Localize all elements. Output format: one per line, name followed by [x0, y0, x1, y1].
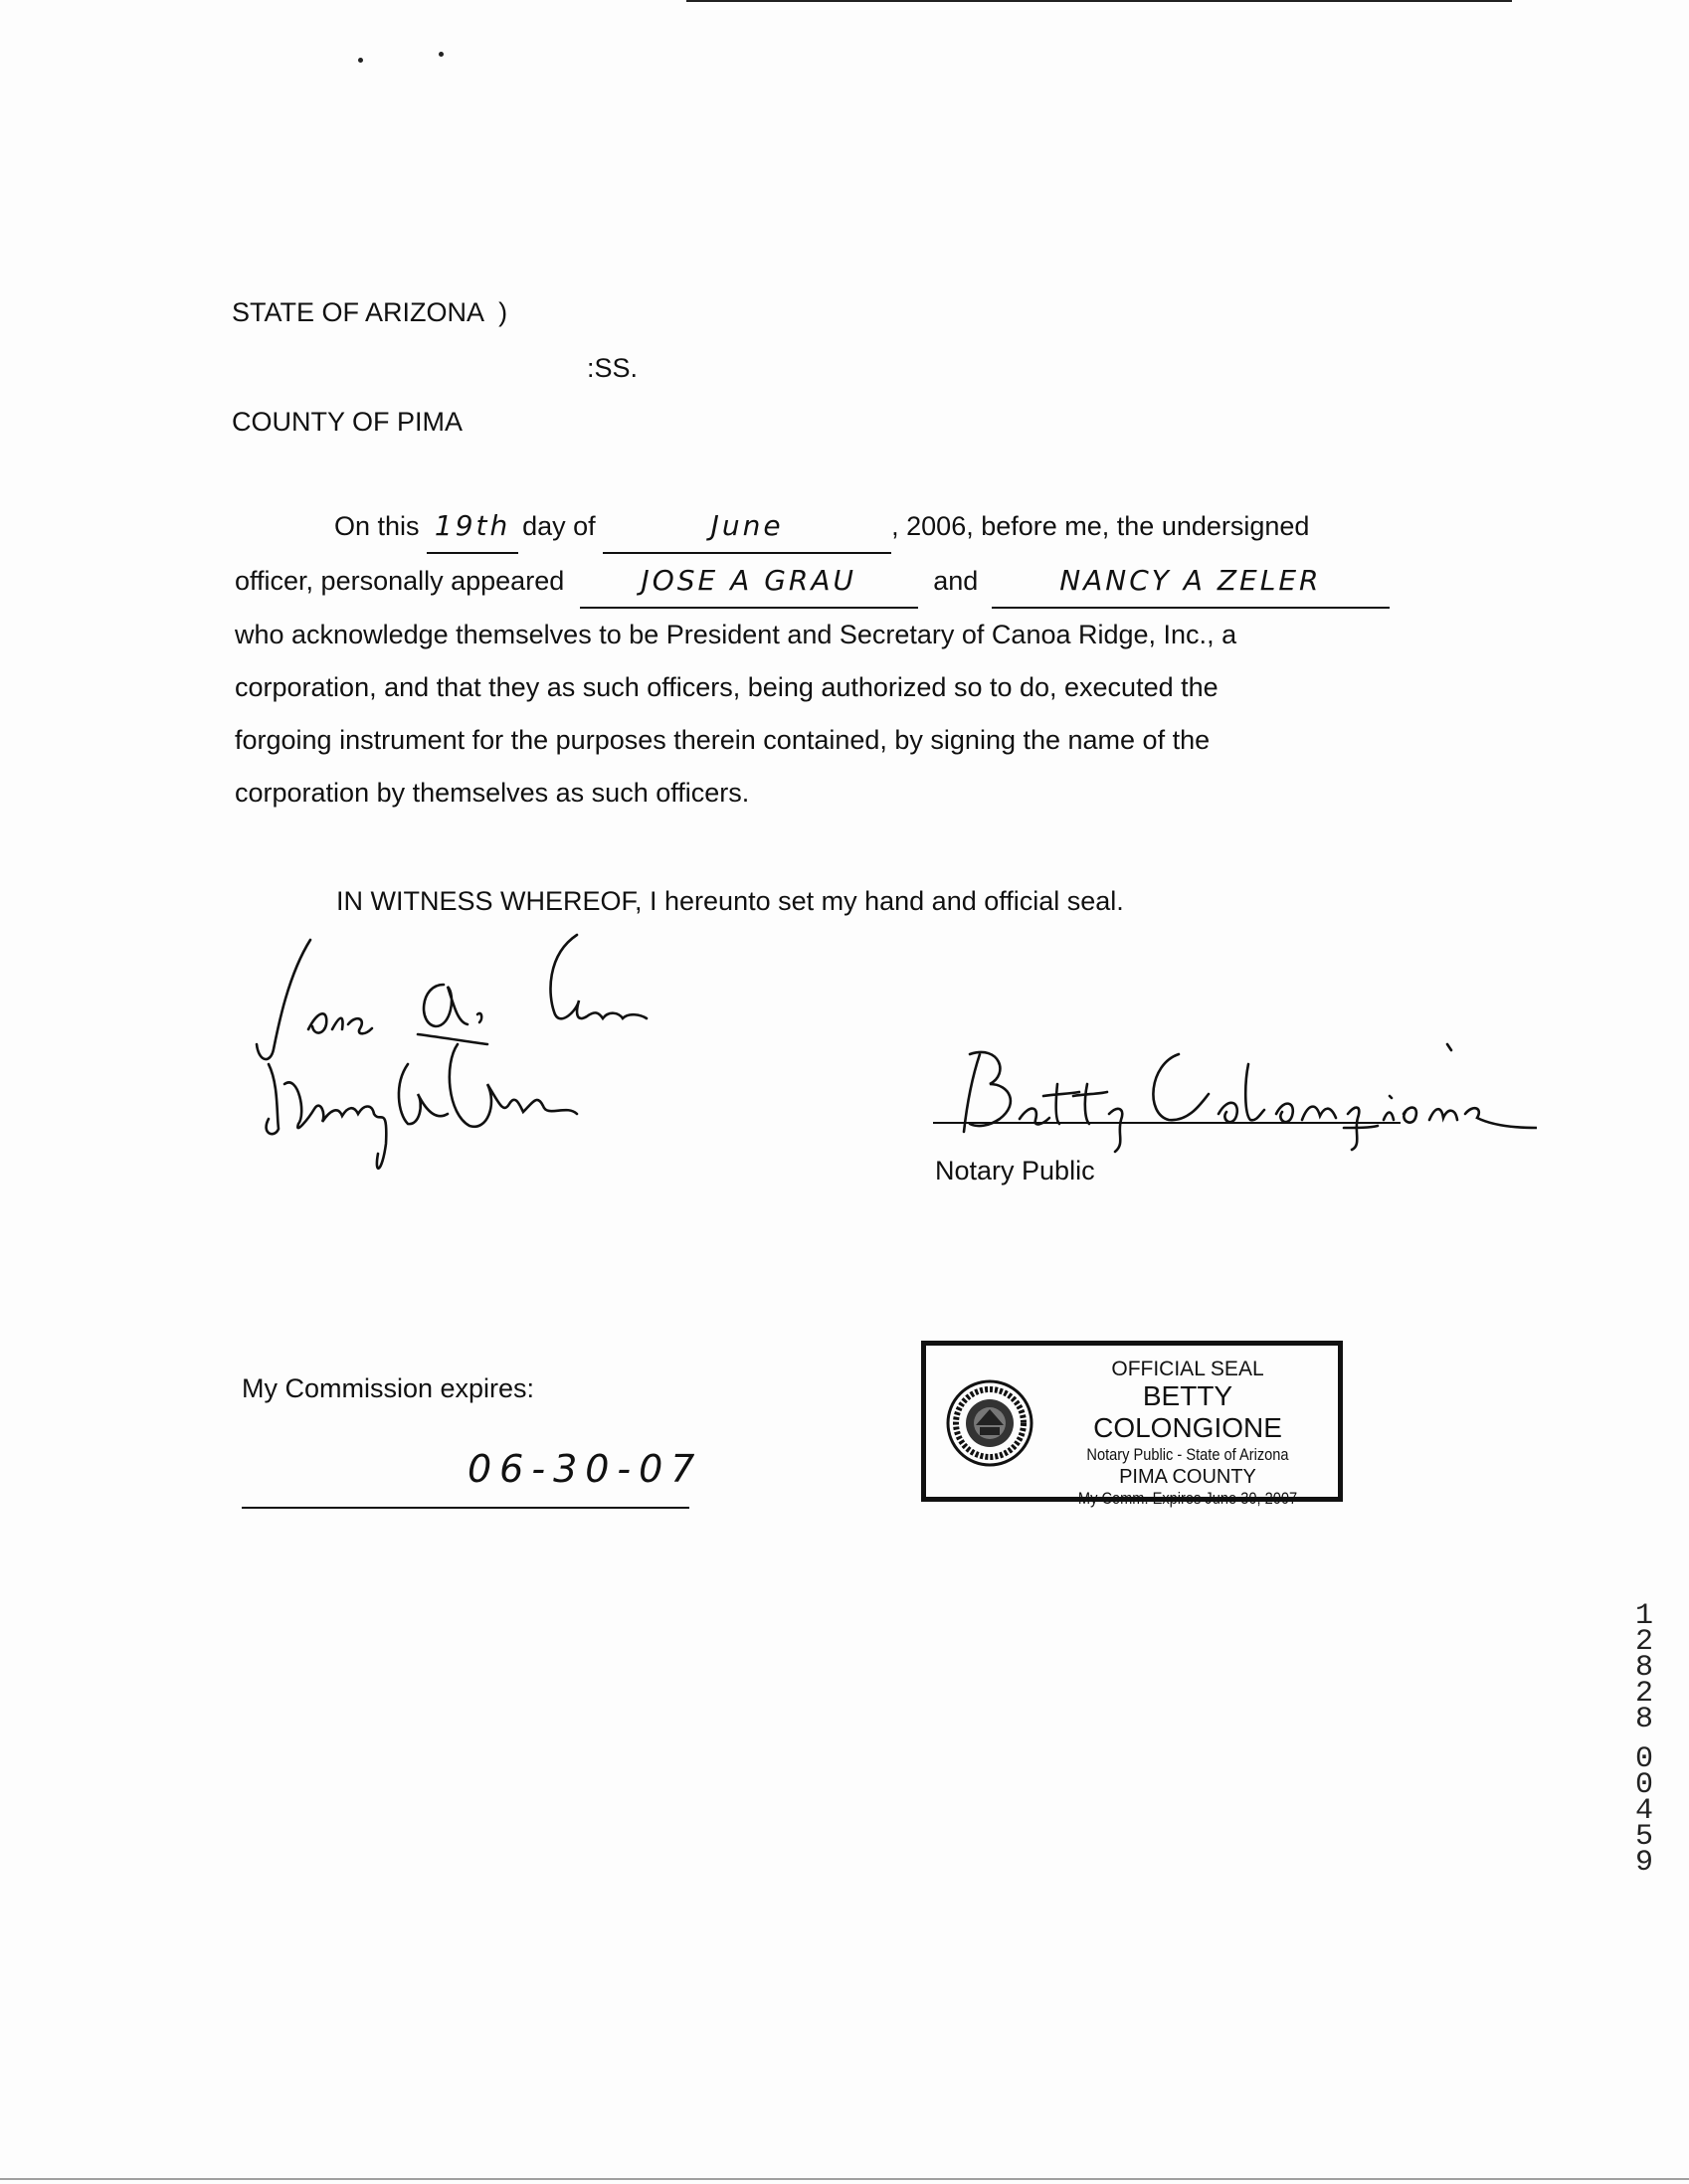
commission-date: 06-30-07 [468, 1447, 703, 1491]
seal-name: BETTY COLONGIONE [1093, 1380, 1282, 1443]
seal-title: OFFICIAL SEAL [1111, 1358, 1264, 1380]
ack-line-3: who acknowledge themselves to be President and Secretary of Canoa Ridge, Inc., a [235, 620, 1237, 649]
notary-signature [940, 1024, 1537, 1154]
scan-top-line [686, 0, 1512, 2]
person2-field: NANCY A ZELER [992, 554, 1390, 609]
ack-line-2: officer, personally appeared JOSE A GRAU and NANCY A ZELER [235, 554, 1448, 609]
state-paren: ) [498, 297, 508, 327]
county-label: COUNTY OF PIMA [232, 407, 464, 437]
state-label [232, 297, 507, 328]
commission-label: My Commission expires: [242, 1373, 535, 1403]
seal-state-line: Notary Public - State of Arizona [1086, 1445, 1289, 1464]
commission-date-line [242, 1507, 689, 1509]
month-field: June [603, 499, 891, 554]
ack-line-4: corporation, and that they as such officers, being authorized so to do, executed the [235, 672, 1219, 702]
official-seal [921, 1341, 1343, 1508]
scan-bottom-line [0, 2178, 1689, 2180]
ss-label: :SS. [587, 353, 639, 383]
ack-line-6: corporation by themselves as such officers. [235, 778, 750, 808]
acknowledgment-paragraph [235, 499, 1448, 819]
seal-text [1045, 1358, 1330, 1510]
document-stamp-number: 1 2 8 2 8 0 0 4 5 9 [1634, 1599, 1653, 1880]
state-seal-emblem [946, 1379, 1033, 1467]
witness-statement: IN WITNESS WHEREOF, I hereunto set my hand and official seal. [336, 886, 1124, 916]
state-text: STATE OF ARIZONA [232, 297, 483, 327]
person1-field: JOSE A GRAU [580, 554, 918, 609]
officers-signatures [249, 915, 686, 1183]
day-field: 19th [427, 499, 518, 554]
ack-line-5: forgoing instrument for the purposes therein contained, by signing the name of the [235, 725, 1211, 755]
notary-public-label: Notary Public [935, 1156, 1095, 1185]
scan-dot [439, 52, 444, 57]
ack-line-1: On this 19th day of June , 2006, before me, the undersigned [235, 499, 1448, 554]
seal-expires: My Comm. Expires June 30, 2007 [1077, 1489, 1298, 1508]
scan-dot [358, 58, 363, 63]
notary-signature-line [933, 1122, 1401, 1124]
seal-county: PIMA COUNTY [1119, 1466, 1256, 1488]
